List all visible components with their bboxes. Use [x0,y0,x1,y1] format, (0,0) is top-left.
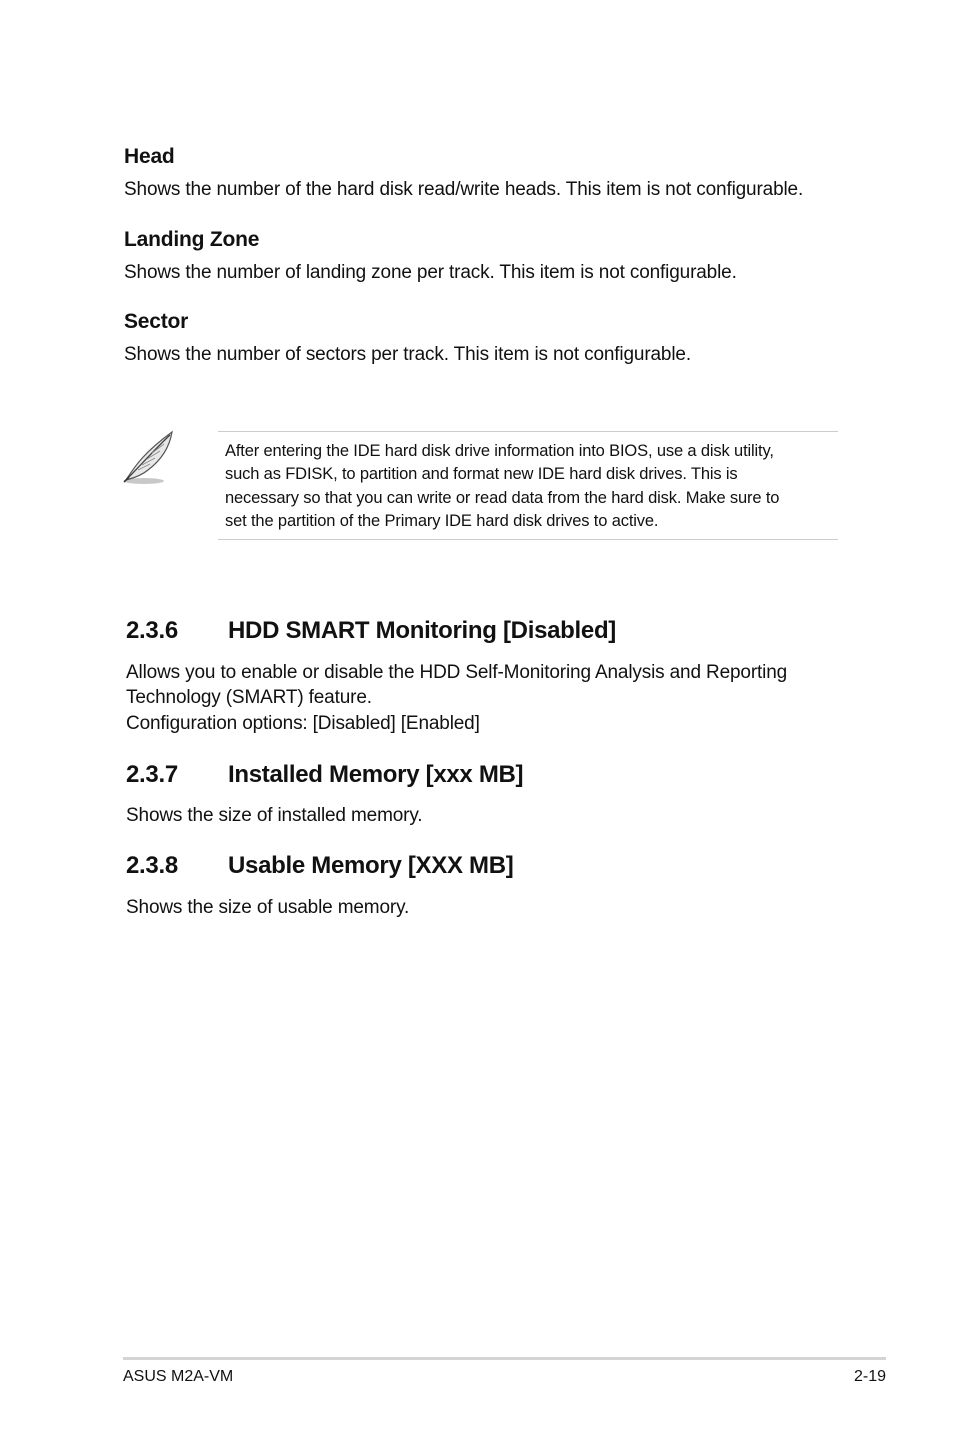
section-number: 2.3.8 [126,852,178,879]
section-text-line: Technology (SMART) feature. [126,687,372,708]
note-box [218,431,838,540]
note-line: set the partition of the Primary IDE hard disk drives to active. [225,511,659,530]
section-number: 2.3.7 [126,761,178,788]
section-text-line: Allows you to enable or disable the HDD Self-Monitoring Analysis and Reporting [126,662,788,683]
item-title-landing-zone: Landing Zone [124,228,260,251]
item-description-head: Shows the number of the hard disk read/write heads. This item is not configurable. [124,179,804,200]
section-title: Installed Memory [xxx MB] [228,761,524,788]
item-description-landing-zone: Shows the number of landing zone per track. This item is not configurable. [124,262,737,283]
section-number: 2.3.6 [126,617,178,644]
section-heading-installed-memory [126,761,826,791]
section-text-line: Configuration options: [Disabled] [Enabled] [126,713,480,734]
section-text-line: Shows the size of usable memory. [126,897,410,918]
footer-page-number: 2-19 [853,1368,886,1385]
footer-rule [123,1357,886,1360]
section-title: Usable Memory [XXX MB] [228,852,514,879]
section-title: HDD SMART Monitoring [Disabled] [228,617,617,644]
section-heading-usable-memory [126,852,826,882]
note-line: After entering the IDE hard disk drive information into BIOS, use a disk utility, [225,442,774,460]
note-line: such as FDISK, to partition and format new IDE hard disk drives. This is [225,465,738,484]
section-heading-hdd-smart [126,617,826,647]
note-line: necessary so that you can write or read data from the hard disk. Make sure to [225,488,780,507]
quill-pen-icon [120,428,180,488]
item-title-head: Head [124,145,175,168]
note-text [225,440,831,533]
footer-product-name: ASUS M2A-VM [123,1368,234,1385]
item-description-sector: Shows the number of sectors per track. This item is not configurable. [124,344,691,365]
item-title-sector: Sector [124,310,189,333]
section-text-line: Shows the size of installed memory. [126,805,423,826]
